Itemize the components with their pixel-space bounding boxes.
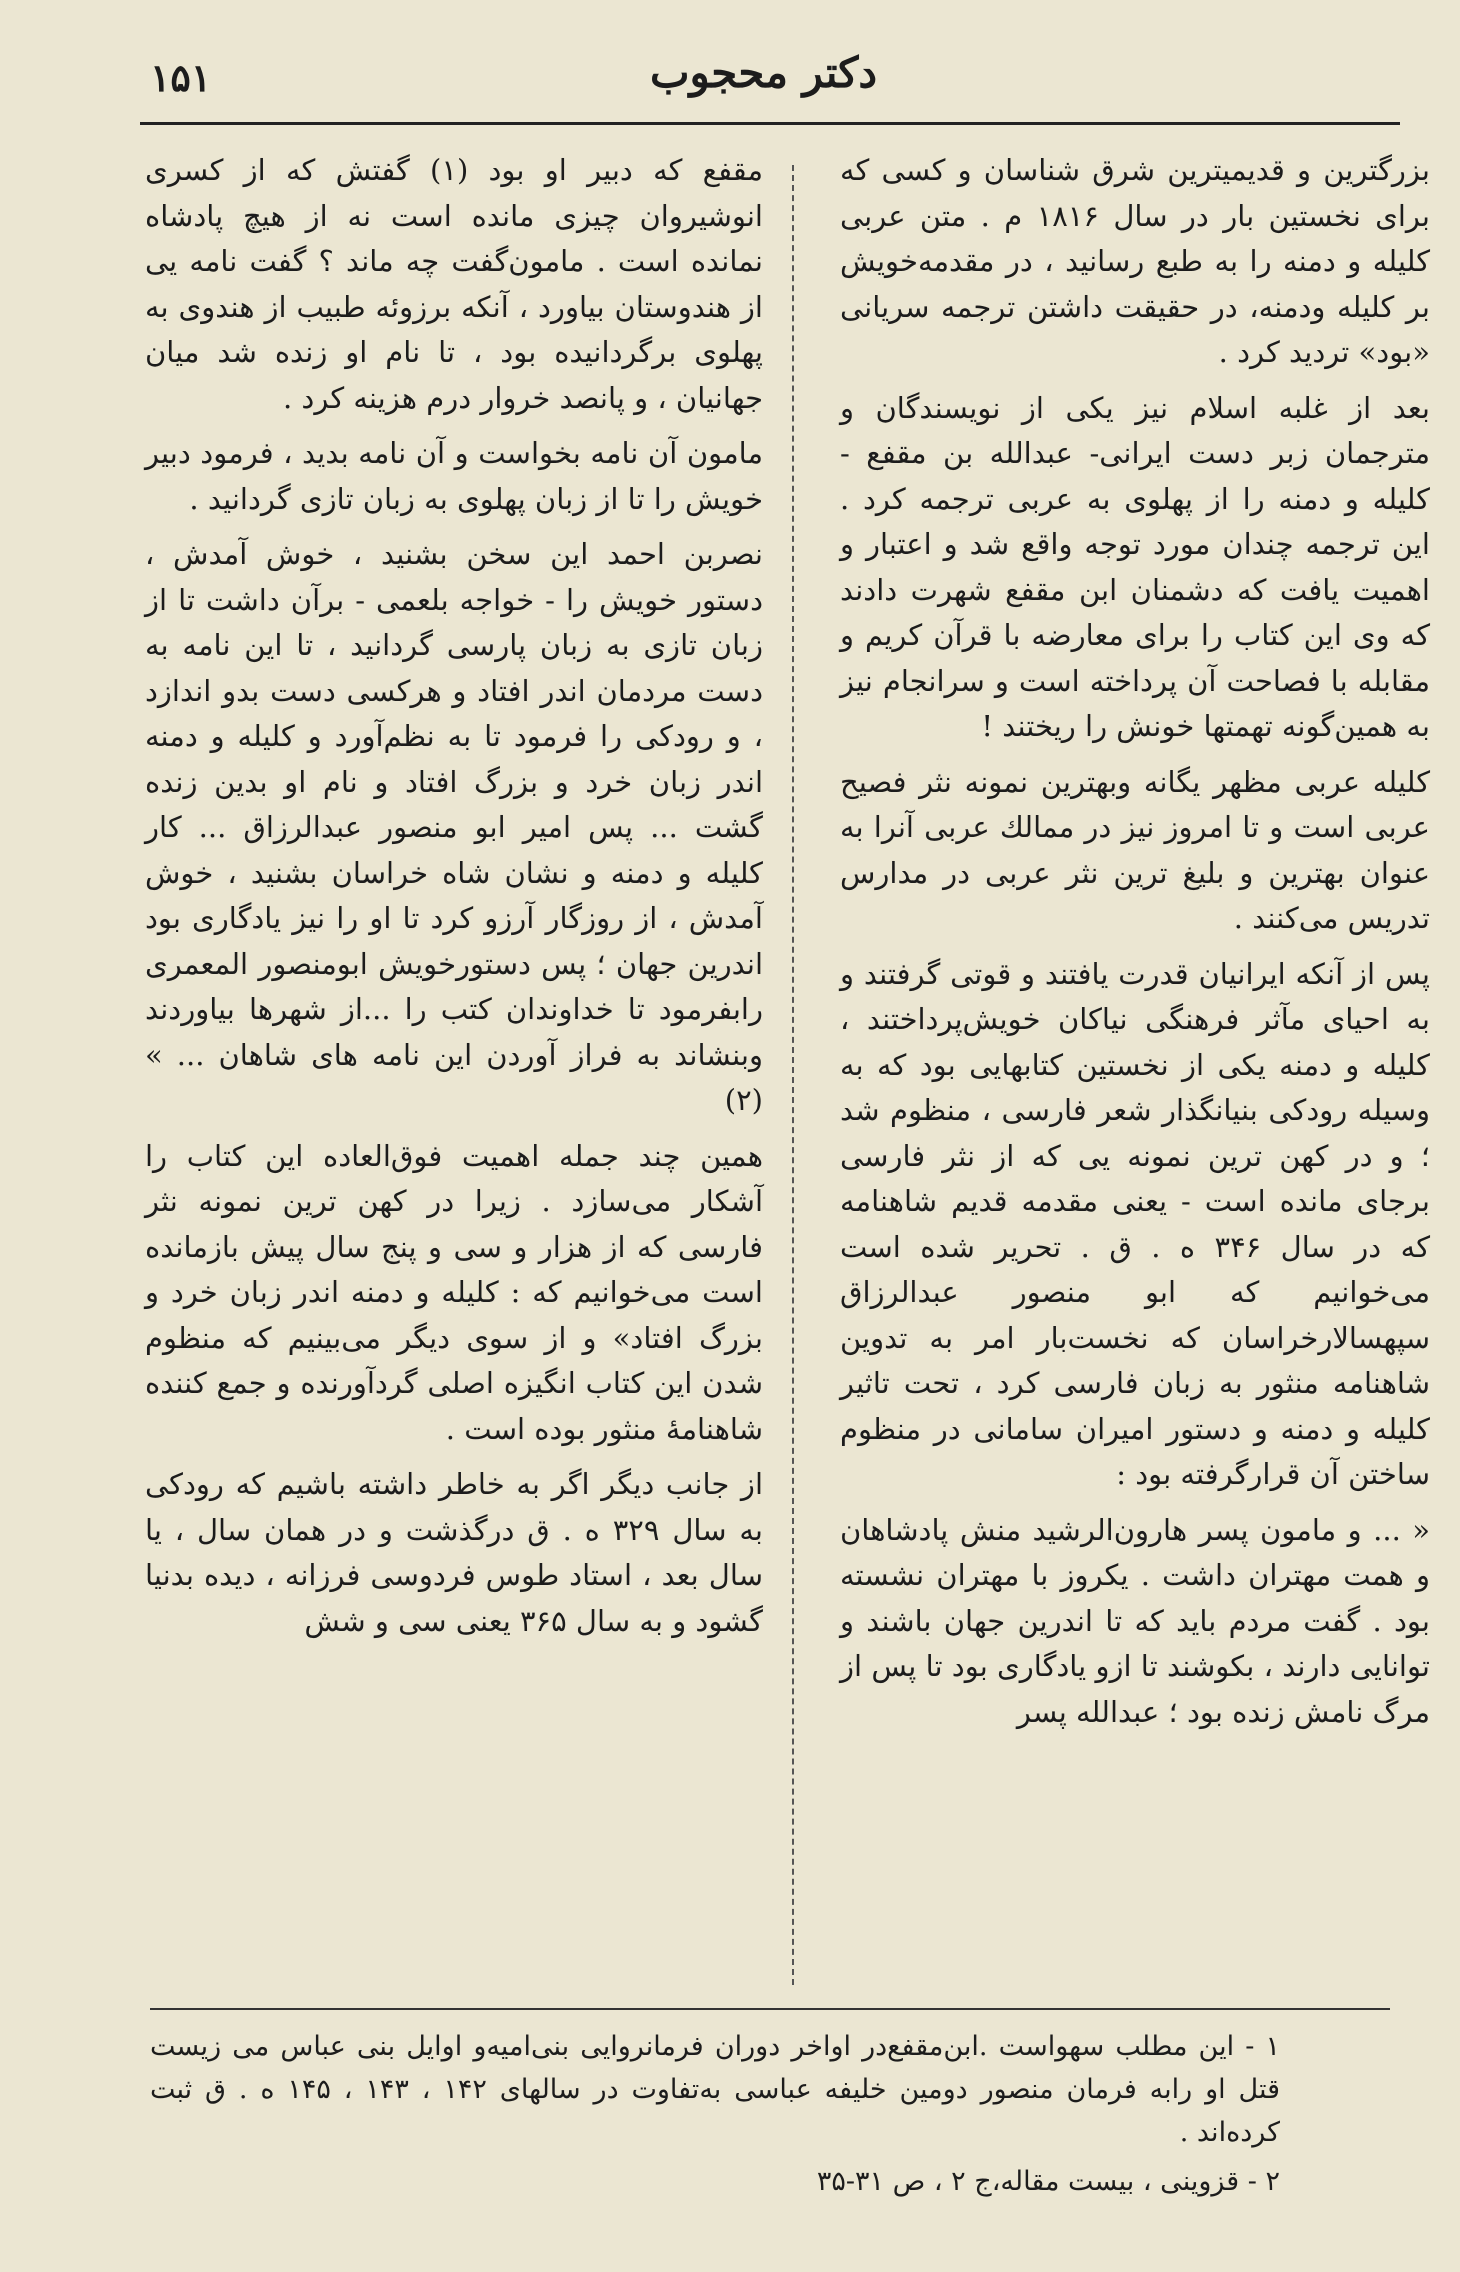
paragraph: همین چند جمله اهمیت فوق‌العاده این کتاب را آشکار می‌سازد . زیرا در کهن ترین نمونه نثر فارسی که از هزار و سی و پنج سال پیش بازمانده است می‌خوانیم که : کلیله و دمنه اندر زبان خرد و بزرگ افتاد» و از سوی دیگر می‌بینیم که منظوم شدن این کتاب انگیزه اصلی گردآورنده و جمع کننده شاهنامهٔ منثور بوده است . bbox=[145, 1138, 763, 1446]
left-column bbox=[145, 148, 763, 1654]
column-divider bbox=[792, 165, 794, 1985]
paragraph: مامون آن نامه بخواست و آن نامه بدید ، فرمود دبیر خویش را تا از زبان پهلوی به زبان تازی گردانید . bbox=[145, 436, 763, 516]
paragraph: « ... و مامون پسر هارون‌الرشید منش پادشاهان و همت مهتران داشت . یکروز با مهتران نشسته بود . گفت مردم باید که تا اندرین جهان باشند و توانایی دارند ، بکوشند تا ازو یادگاری بود تا پس از مرگ نامش زنده بود ؛ عبدالله پسر bbox=[840, 1512, 1430, 1729]
paragraph: بعد از غلبه اسلام نیز یکی از نویسندگان و مترجمان زبر دست ایرانی- عبدالله بن مقفع - کلیله و دمنه را از پهلوی به عربی ترجمه کرد . این ترجمه چندان مورد توجه واقع شد و اعتبار و اهمیت یافت که دشمنان ابن مقفع شهرت دادند که وی این کتاب را برای معارضه با قرآن کریم و مقابله با فصاحت آن پرداخته است و سرانجام نیز به همین‌گونه تهمتها خونش را ریختند ! bbox=[840, 390, 1430, 743]
paragraph: کلیله عربی مظهر یگانه وبهترین نمونه نثر فصیح عربی است و تا امروز نیز در ممالك عربی آنرا به عنوان بهترین و بلیغ ترین نثر عربی در مدارس تدریس می‌کنند . bbox=[840, 764, 1430, 935]
footnote-1: ۱ - این مطلب سهواست .ابن‌مقفع‌در اواخر دوران فرمانروایی بنی‌امیه‌و اوایل بنی عباس می زیست قتل او رابه فرمان منصور دومین خلیفه عباسی به‌تفاوت در سالهای ۱۴۲ ، ۱۴۳ ، ۱۴۵ ه . ق ثبت کرده‌اند . bbox=[150, 2031, 1280, 2148]
footnote-2: ۲ - قزوینی ، بیست مقاله،ج ۲ ، ص ۳۱-۳۵ bbox=[816, 2166, 1280, 2197]
paragraph: مقفع که دبیر او بود (۱) گفتش که از کسری انوشیروان چیزی مانده است نه از هیچ پادشاه نمانده است . مامون‌گفت چه ماند ؟ گفت نامه یی از هندوستان بیاورد ، آنکه برزوئه طبیب از هندوی به پهلوی برگردانیده بود ، تا نام او زنده شد میان جهانیان ، و پانصد خروار درم هزینه کرد . bbox=[145, 153, 763, 415]
running-title: دکتر محجوب bbox=[650, 48, 878, 97]
paragraph: از جانب دیگر اگر به خاطر داشته باشیم که رودکی به سال ۳۲۹ ه . ق درگذشت و در همان سال ، یا سال بعد ، استاد طوس فردوسی فرزانه ، دیده بدنیا گشود و به سال ۳۶۵ یعنی سی و شش bbox=[145, 1467, 763, 1638]
page-header bbox=[0, 0, 1460, 130]
page-number: ۱۵۱ bbox=[150, 55, 212, 100]
paragraph: پس از آنکه ایرانیان قدرت یافتند و قوتی گرفتند و به احیای مآثر فرهنگی نیاکان خویش‌پرداختند ، کلیله و دمنه یکی از نخستین کتابهایی بود که به وسیله رودکی بنیانگذار شعر فارسی ، منظوم شد ؛ و در کهن ترین نمونه یی که از نثر فارسی برجای مانده است - یعنی مقدمه قدیم شاهنامه که در سال ۳۴۶ ه . ق . تحریر شده است می‌خوانیم که ابو منصور عبدالرزاق سپهسالارخراسان که نخست‌بار امر به تدوین شاهنامه منثور به زبان فارسی کرد ، تحت تاثیر کلیله و دمنه و دستور امیران سامانی در منظوم ساختن آن قرارگرفته بود : bbox=[840, 956, 1430, 1491]
paragraph: بزرگترین و قدیمیترین شرق شناسان و کسی که برای نخستین بار در سال ۱۸۱۶ م . متن عربی کلیله و دمنه را به طبع رسانید ، در مقدمه‌خویش بر کلیله ودمنه، در حقیقت داشتن ترجمه سریانی «بود» تردید کرد . bbox=[840, 153, 1430, 369]
paragraph: نصربن احمد این سخن بشنید ، خوش آمدش ، دستور خویش را - خواجه بلعمی - برآن داشت تا از زبان تازی به زبان پارسی گردانید ، تا این نامه به دست مردمان اندر افتاد و هرکسی دست بدو اندازد ، و رودکی را فرمود تا به نظم‌آورد و کلیله و دمنه اندر زبان خرد و بزرگ افتاد و نام او بدین زنده گشت ... پس امیر ابو منصور عبدالرزاق ... کار کلیله و دمنه و نشان شاه خراسان بشنید ، خوش آمدش ، از روزگار آرزو کرد تا او را نیز یادگاری بود اندرین جهان ؛ پس دستورخویش ابومنصور المعمری رابفرمود تا خداوندان کتب را ...از شهرها بیاوردند وبنشاند به فراز آوردن این نامه های شاهان ... » (۲) bbox=[145, 537, 763, 1117]
footnote-rule bbox=[150, 2008, 1390, 2010]
footnotes bbox=[150, 2025, 1280, 2209]
header-rule bbox=[140, 122, 1400, 125]
right-column bbox=[840, 148, 1430, 1745]
